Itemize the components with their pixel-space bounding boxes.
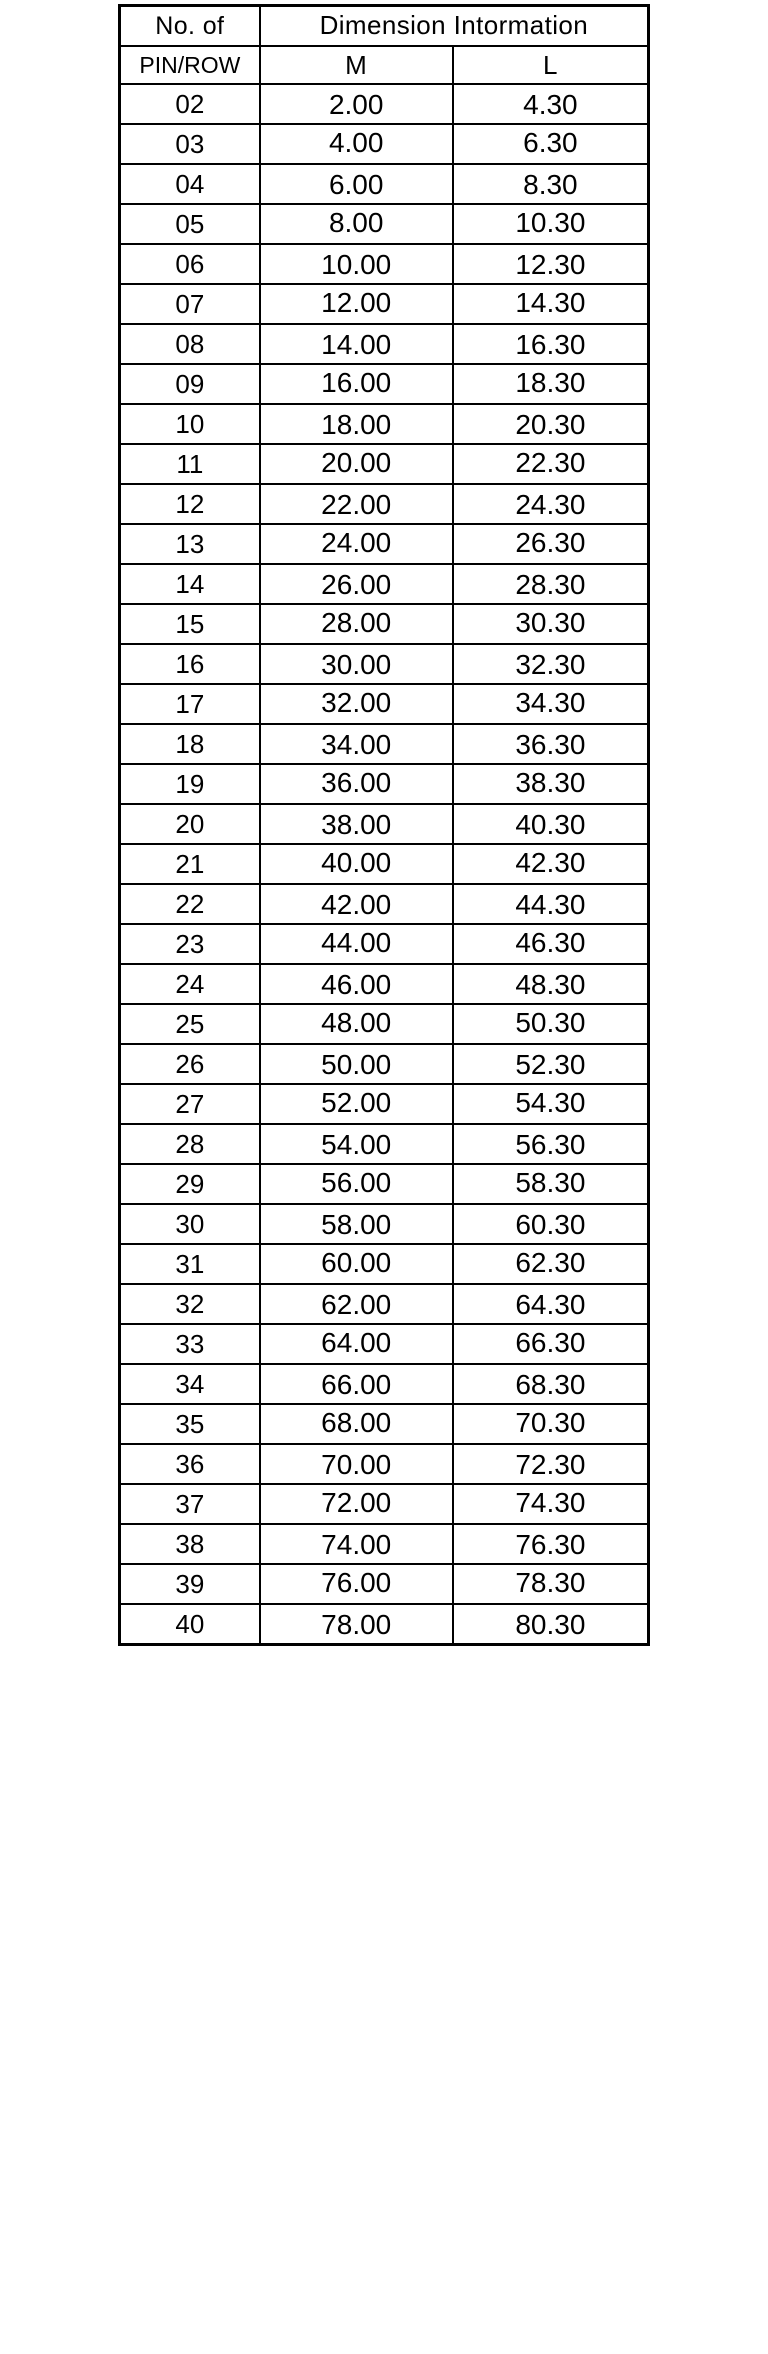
cell-dimension-l: 70.30: [453, 1404, 649, 1444]
table-row: [120, 1164, 649, 1204]
table-row: [120, 804, 649, 844]
cell-dimension-l: 62.30: [453, 1244, 649, 1284]
cell-dimension-l: 68.30: [453, 1364, 649, 1404]
cell-dimension-l: 36.30: [453, 724, 649, 764]
cell-dimension-l: 56.30: [453, 1124, 649, 1164]
cell-dimension-m: 30.00: [260, 644, 453, 684]
cell-pin-row: 34: [120, 1364, 260, 1404]
cell-dimension-l: 24.30: [453, 484, 649, 524]
cell-dimension-m: 36.00: [260, 764, 453, 804]
cell-dimension-l: 8.30: [453, 164, 649, 204]
table-row: [120, 1284, 649, 1324]
cell-dimension-l: 18.30: [453, 364, 649, 404]
cell-pin-row: 02: [120, 84, 260, 124]
cell-dimension-l: 34.30: [453, 684, 649, 724]
table-row: [120, 764, 649, 804]
cell-dimension-m: 76.00: [260, 1564, 453, 1604]
cell-dimension-l: 66.30: [453, 1324, 649, 1364]
cell-dimension-m: 64.00: [260, 1324, 453, 1364]
cell-dimension-l: 40.30: [453, 804, 649, 844]
cell-pin-row: 22: [120, 884, 260, 924]
table-row: [120, 684, 649, 724]
cell-pin-row: 08: [120, 324, 260, 364]
cell-pin-row: 35: [120, 1404, 260, 1444]
table-row: [120, 1084, 649, 1124]
cell-dimension-l: 30.30: [453, 604, 649, 644]
cell-pin-row: 31: [120, 1244, 260, 1284]
cell-dimension-m: 78.00: [260, 1604, 453, 1645]
header-row-top: [120, 6, 649, 47]
cell-pin-row: 40: [120, 1604, 260, 1645]
cell-dimension-m: 38.00: [260, 804, 453, 844]
cell-dimension-l: 64.30: [453, 1284, 649, 1324]
cell-pin-row: 38: [120, 1524, 260, 1564]
cell-dimension-m: 34.00: [260, 724, 453, 764]
cell-dimension-m: 2.00: [260, 84, 453, 124]
cell-pin-row: 21: [120, 844, 260, 884]
cell-dimension-l: 32.30: [453, 644, 649, 684]
cell-dimension-l: 50.30: [453, 1004, 649, 1044]
cell-pin-row: 26: [120, 1044, 260, 1084]
header-col-m: M: [260, 46, 453, 84]
cell-dimension-m: 58.00: [260, 1204, 453, 1244]
cell-pin-row: 37: [120, 1484, 260, 1524]
cell-dimension-l: 14.30: [453, 284, 649, 324]
cell-pin-row: 09: [120, 364, 260, 404]
cell-dimension-l: 12.30: [453, 244, 649, 284]
cell-dimension-m: 12.00: [260, 284, 453, 324]
table-row: [120, 724, 649, 764]
cell-pin-row: 27: [120, 1084, 260, 1124]
table-row: [120, 324, 649, 364]
cell-pin-row: 13: [120, 524, 260, 564]
cell-dimension-m: 60.00: [260, 1244, 453, 1284]
table-row: [120, 1004, 649, 1044]
cell-dimension-m: 22.00: [260, 484, 453, 524]
cell-dimension-l: 42.30: [453, 844, 649, 884]
cell-pin-row: 33: [120, 1324, 260, 1364]
header-pin-line2: PIN/ROW: [120, 46, 260, 84]
cell-pin-row: 15: [120, 604, 260, 644]
cell-dimension-l: 52.30: [453, 1044, 649, 1084]
cell-pin-row: 25: [120, 1004, 260, 1044]
table-row: [120, 1244, 649, 1284]
cell-pin-row: 30: [120, 1204, 260, 1244]
table-header: [120, 6, 649, 85]
cell-dimension-m: 26.00: [260, 564, 453, 604]
table-row: [120, 1044, 649, 1084]
cell-dimension-l: 26.30: [453, 524, 649, 564]
cell-pin-row: 19: [120, 764, 260, 804]
cell-pin-row: 17: [120, 684, 260, 724]
cell-dimension-l: 38.30: [453, 764, 649, 804]
cell-dimension-l: 20.30: [453, 404, 649, 444]
cell-dimension-m: 18.00: [260, 404, 453, 444]
cell-pin-row: 24: [120, 964, 260, 1004]
table-row: [120, 524, 649, 564]
header-pin-line1: No. of: [120, 6, 260, 47]
cell-dimension-l: 48.30: [453, 964, 649, 1004]
table-row: [120, 244, 649, 284]
cell-dimension-l: 28.30: [453, 564, 649, 604]
cell-dimension-m: 6.00: [260, 164, 453, 204]
cell-dimension-m: 66.00: [260, 1364, 453, 1404]
cell-dimension-m: 48.00: [260, 1004, 453, 1044]
table-row: [120, 964, 649, 1004]
cell-pin-row: 29: [120, 1164, 260, 1204]
table-row: [120, 84, 649, 124]
cell-dimension-m: 14.00: [260, 324, 453, 364]
cell-pin-row: 39: [120, 1564, 260, 1604]
table-body: [120, 84, 649, 1645]
cell-dimension-m: 62.00: [260, 1284, 453, 1324]
cell-dimension-m: 44.00: [260, 924, 453, 964]
table-row: [120, 1564, 649, 1604]
cell-dimension-m: 10.00: [260, 244, 453, 284]
table-row: [120, 1364, 649, 1404]
cell-dimension-l: 54.30: [453, 1084, 649, 1124]
table-row: [120, 644, 649, 684]
header-col-l: L: [453, 46, 649, 84]
cell-dimension-l: 16.30: [453, 324, 649, 364]
cell-dimension-m: 42.00: [260, 884, 453, 924]
table-row: [120, 1324, 649, 1364]
table-row: [120, 1444, 649, 1484]
cell-dimension-m: 52.00: [260, 1084, 453, 1124]
cell-pin-row: 07: [120, 284, 260, 324]
cell-dimension-l: 22.30: [453, 444, 649, 484]
table-row: [120, 124, 649, 164]
table-row: [120, 1604, 649, 1645]
cell-dimension-m: 46.00: [260, 964, 453, 1004]
cell-pin-row: 32: [120, 1284, 260, 1324]
table-row: [120, 1524, 649, 1564]
table-row: [120, 884, 649, 924]
cell-pin-row: 04: [120, 164, 260, 204]
cell-pin-row: 36: [120, 1444, 260, 1484]
cell-pin-row: 05: [120, 204, 260, 244]
cell-dimension-m: 4.00: [260, 124, 453, 164]
cell-dimension-m: 68.00: [260, 1404, 453, 1444]
table-row: [120, 564, 649, 604]
cell-pin-row: 23: [120, 924, 260, 964]
cell-dimension-m: 16.00: [260, 364, 453, 404]
header-row-sub: [120, 46, 649, 84]
table-row: [120, 1484, 649, 1524]
cell-dimension-m: 72.00: [260, 1484, 453, 1524]
cell-dimension-m: 74.00: [260, 1524, 453, 1564]
cell-pin-row: 28: [120, 1124, 260, 1164]
table-row: [120, 364, 649, 404]
table-row: [120, 284, 649, 324]
dimension-information-table: [118, 4, 650, 1646]
cell-dimension-m: 24.00: [260, 524, 453, 564]
cell-dimension-m: 56.00: [260, 1164, 453, 1204]
cell-pin-row: 12: [120, 484, 260, 524]
table-row: [120, 924, 649, 964]
table-row: [120, 1204, 649, 1244]
cell-pin-row: 03: [120, 124, 260, 164]
table-row: [120, 404, 649, 444]
cell-dimension-m: 40.00: [260, 844, 453, 884]
cell-dimension-m: 70.00: [260, 1444, 453, 1484]
cell-pin-row: 11: [120, 444, 260, 484]
cell-dimension-m: 8.00: [260, 204, 453, 244]
cell-pin-row: 06: [120, 244, 260, 284]
cell-pin-row: 14: [120, 564, 260, 604]
table-row: [120, 164, 649, 204]
cell-dimension-l: 80.30: [453, 1604, 649, 1645]
table-row: [120, 844, 649, 884]
cell-pin-row: 20: [120, 804, 260, 844]
table-row: [120, 1124, 649, 1164]
cell-dimension-l: 44.30: [453, 884, 649, 924]
cell-dimension-l: 10.30: [453, 204, 649, 244]
cell-dimension-l: 58.30: [453, 1164, 649, 1204]
cell-dimension-l: 74.30: [453, 1484, 649, 1524]
table-row: [120, 484, 649, 524]
table-row: [120, 444, 649, 484]
cell-pin-row: 18: [120, 724, 260, 764]
cell-dimension-l: 72.30: [453, 1444, 649, 1484]
table-row: [120, 1404, 649, 1444]
table-row: [120, 204, 649, 244]
cell-dimension-m: 50.00: [260, 1044, 453, 1084]
cell-dimension-l: 76.30: [453, 1524, 649, 1564]
cell-dimension-l: 4.30: [453, 84, 649, 124]
cell-dimension-m: 20.00: [260, 444, 453, 484]
header-group-label: Dimension Intormation: [260, 6, 649, 47]
cell-dimension-m: 32.00: [260, 684, 453, 724]
cell-dimension-l: 78.30: [453, 1564, 649, 1604]
cell-dimension-m: 54.00: [260, 1124, 453, 1164]
cell-pin-row: 10: [120, 404, 260, 444]
cell-dimension-m: 28.00: [260, 604, 453, 644]
cell-dimension-l: 46.30: [453, 924, 649, 964]
cell-pin-row: 16: [120, 644, 260, 684]
cell-dimension-l: 60.30: [453, 1204, 649, 1244]
table-row: [120, 604, 649, 644]
cell-dimension-l: 6.30: [453, 124, 649, 164]
